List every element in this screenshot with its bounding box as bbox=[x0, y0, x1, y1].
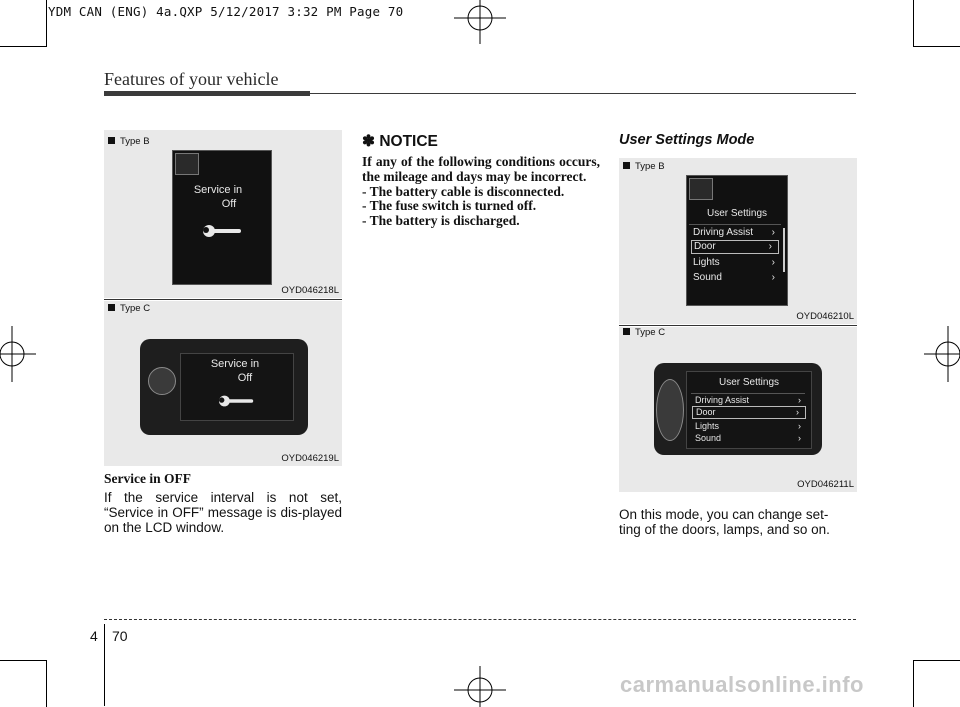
chevron-right-icon: › bbox=[798, 395, 801, 405]
screen-message-line2: Off bbox=[221, 198, 237, 210]
menu-item-lights[interactable] bbox=[695, 421, 807, 433]
gauge-dial bbox=[148, 367, 176, 395]
crop-mark bbox=[0, 660, 46, 661]
lcd-screen bbox=[172, 150, 272, 285]
chapter-number: 4 bbox=[90, 628, 98, 644]
screen-message-line1: Service in bbox=[210, 358, 260, 370]
chevron-right-icon: › bbox=[768, 241, 772, 252]
figure-user-settings-type-c bbox=[619, 327, 857, 492]
menu-item-label: Lights bbox=[693, 257, 720, 268]
registration-mark-right bbox=[924, 322, 960, 386]
figure-user-settings-type-b bbox=[619, 158, 857, 324]
square-bullet-icon bbox=[108, 304, 115, 311]
menu-title: User Settings bbox=[706, 208, 768, 219]
figure-service-type-b bbox=[104, 130, 342, 298]
figure-type-label: Type B bbox=[108, 136, 150, 147]
figure-service-type-c bbox=[104, 301, 342, 466]
menu-item-label: Lights bbox=[695, 421, 720, 431]
figure-divider bbox=[619, 325, 857, 326]
print-slug: YDM CAN (ENG) 4a.QXP 5/12/2017 3:32 PM Page 70 bbox=[48, 4, 404, 19]
footer-rule bbox=[104, 619, 856, 621]
screen-message bbox=[173, 183, 271, 211]
screen-indicator-box bbox=[175, 153, 199, 175]
paragraph-line: On this mode, you can change set- bbox=[619, 507, 829, 522]
registration-mark-bottom bbox=[448, 666, 512, 707]
header-bar bbox=[104, 91, 310, 96]
menu-item-label: Door bbox=[696, 407, 716, 417]
screen-indicator-box bbox=[689, 178, 713, 200]
menu-separator bbox=[689, 224, 781, 225]
registration-mark-top bbox=[448, 0, 512, 44]
menu-item-label: Door bbox=[694, 241, 716, 252]
figure-code: OYD046218L bbox=[281, 285, 339, 296]
crop-mark bbox=[913, 0, 914, 47]
notice-intro: If any of the following conditions occurs, the mileage and days may be incorrect. bbox=[362, 154, 600, 184]
crop-mark bbox=[46, 0, 47, 47]
notice-body bbox=[362, 155, 600, 229]
cluster-center-display bbox=[686, 371, 812, 449]
crop-mark bbox=[46, 660, 47, 707]
figure-type-label: Type C bbox=[108, 303, 150, 314]
notice-title: NOTICE bbox=[379, 133, 438, 150]
wrench-icon bbox=[217, 392, 257, 410]
figure-divider bbox=[104, 299, 342, 300]
registration-mark-left bbox=[0, 322, 36, 386]
menu-item-sound[interactable] bbox=[693, 272, 781, 286]
crop-mark bbox=[914, 660, 960, 661]
instrument-cluster bbox=[140, 339, 308, 435]
user-settings-paragraph bbox=[619, 507, 857, 537]
chevron-right-icon: › bbox=[771, 227, 775, 238]
notice-item: - The battery cable is disconnected. bbox=[362, 183, 565, 199]
cluster-center-display bbox=[180, 353, 294, 421]
section-title: Features of your vehicle bbox=[104, 69, 279, 89]
chevron-right-icon: › bbox=[771, 257, 775, 268]
instrument-cluster bbox=[654, 363, 822, 455]
menu-separator bbox=[691, 393, 805, 394]
crop-mark bbox=[0, 46, 46, 47]
notice-item: - The battery is discharged. bbox=[362, 213, 520, 229]
menu-item-label: Sound bbox=[693, 272, 722, 283]
crop-mark bbox=[914, 46, 960, 47]
menu-scrollbar[interactable] bbox=[783, 228, 785, 272]
user-settings-heading: User Settings Mode bbox=[619, 132, 755, 148]
wrench-icon bbox=[201, 221, 245, 241]
menu-title: User Settings bbox=[718, 377, 780, 388]
menu-item-door[interactable] bbox=[692, 406, 806, 419]
gauge-dial bbox=[656, 379, 684, 441]
page-number: 70 bbox=[112, 628, 128, 644]
figure-type-label: Type C bbox=[623, 327, 665, 338]
header-rule bbox=[310, 93, 856, 94]
screen-message-line2: Off bbox=[237, 372, 253, 384]
menu-item-label: Driving Assist bbox=[695, 395, 750, 405]
figure-code: OYD046211L bbox=[797, 479, 854, 490]
chevron-right-icon: › bbox=[796, 407, 799, 417]
screen-message bbox=[181, 357, 293, 385]
chevron-right-icon: › bbox=[798, 421, 801, 431]
figure-type-label: Type B bbox=[623, 161, 665, 172]
notice-asterisk-icon: ✽ bbox=[362, 133, 375, 150]
notice-item: - The fuse switch is turned off. bbox=[362, 198, 537, 214]
square-bullet-icon bbox=[108, 137, 115, 144]
menu-item-lights[interactable] bbox=[693, 257, 781, 271]
chevron-right-icon: › bbox=[798, 433, 801, 443]
lcd-screen bbox=[686, 175, 788, 306]
menu-item-sound[interactable] bbox=[695, 433, 807, 445]
chevron-right-icon: › bbox=[771, 272, 775, 283]
figure-code: OYD046210L bbox=[796, 311, 854, 322]
page-number-rule bbox=[104, 624, 105, 706]
menu-item-label: Sound bbox=[695, 433, 722, 443]
square-bullet-icon bbox=[623, 328, 630, 335]
paragraph-line: ting of the doors, lamps, and so on. bbox=[619, 522, 830, 537]
crop-mark bbox=[913, 660, 914, 707]
watermark: carmanualsonline.info bbox=[620, 672, 864, 697]
notice-heading bbox=[362, 132, 438, 151]
service-off-paragraph: If the service interval is not set, “Service in OFF” message is dis-played on the LCD window. bbox=[104, 490, 342, 535]
menu-item-driving-assist[interactable] bbox=[693, 227, 781, 241]
subheading-service-off: Service in OFF bbox=[104, 471, 191, 486]
menu-item-label: Driving Assist bbox=[693, 227, 754, 238]
screen-message-line1: Service in bbox=[193, 184, 243, 196]
square-bullet-icon bbox=[623, 162, 630, 169]
menu-item-door[interactable] bbox=[691, 240, 779, 254]
figure-code: OYD046219L bbox=[281, 453, 339, 464]
